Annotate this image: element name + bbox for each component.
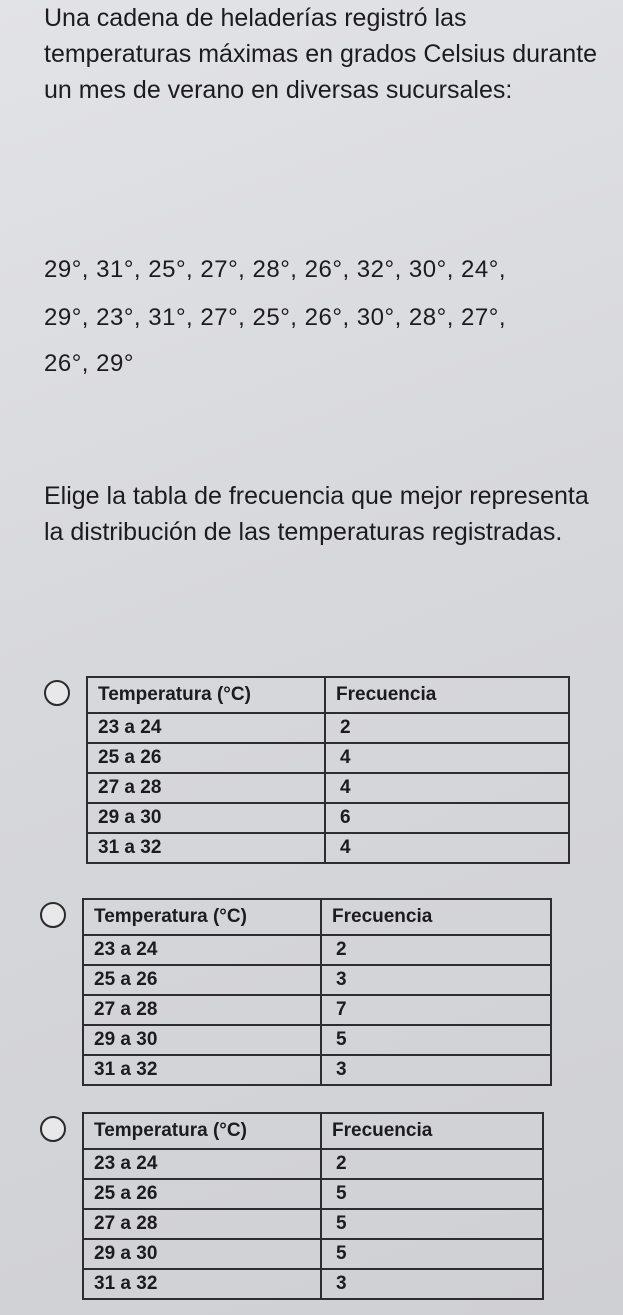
question-prompt: Elige la tabla de frecuencia que mejor representa la distribución de las temperaturas registradas. xyxy=(44,482,589,546)
frequency-cell: 2 xyxy=(321,1149,543,1179)
frequency-cell: 5 xyxy=(321,1239,543,1269)
temperature-range-cell: 31 a 32 xyxy=(83,1269,321,1299)
table-row xyxy=(83,1209,543,1239)
frequency-cell: 3 xyxy=(321,965,551,995)
table-row xyxy=(83,1025,551,1055)
temperature-range-cell: 27 a 28 xyxy=(83,995,321,1025)
temperature-range-cell: 23 a 24 xyxy=(83,1149,321,1179)
table-row xyxy=(83,1239,543,1269)
frequency-table xyxy=(82,1112,544,1300)
table-row xyxy=(87,803,569,833)
frequency-table xyxy=(82,898,552,1086)
table-row xyxy=(87,773,569,803)
temperature-range-cell: 29 a 30 xyxy=(83,1239,321,1269)
table-row xyxy=(83,1149,543,1179)
frequency-cell: 2 xyxy=(325,713,569,743)
frequency-cell: 6 xyxy=(325,803,569,833)
frequency-cell: 4 xyxy=(325,833,569,863)
frequency-cell: 5 xyxy=(321,1025,551,1055)
temperature-data-line: 29°, 31°, 25°, 27°, 28°, 26°, 32°, 30°, 24°, xyxy=(44,256,506,283)
frequency-cell: 4 xyxy=(325,743,569,773)
temperature-range-cell: 25 a 26 xyxy=(87,743,325,773)
frequency-cell: 3 xyxy=(321,1269,543,1299)
column-header-frequency: Frecuencia xyxy=(321,1113,543,1149)
table-header-row xyxy=(87,677,569,713)
problem-statement: Una cadena de heladerías registró las temperaturas máximas en grados Celsius durante un mes de verano en diversas sucursales: xyxy=(44,4,598,104)
temperature-range-cell: 25 a 26 xyxy=(83,1179,321,1209)
table-row xyxy=(87,833,569,863)
radio-button-option-a[interactable] xyxy=(44,680,70,706)
table-header-row xyxy=(83,899,551,935)
frequency-cell: 7 xyxy=(321,995,551,1025)
temperature-range-cell: 23 a 24 xyxy=(87,713,325,743)
temperature-range-cell: 29 a 30 xyxy=(83,1025,321,1055)
column-header-temperature: Temperatura (°C) xyxy=(87,677,325,713)
table-row xyxy=(83,995,551,1025)
table-row xyxy=(87,713,569,743)
answer-option-a[interactable] xyxy=(44,676,570,864)
temperature-range-cell: 29 a 30 xyxy=(87,803,325,833)
temperature-data-line: 29°, 23°, 31°, 27°, 25°, 26°, 30°, 28°, 27°, xyxy=(44,304,506,331)
column-header-frequency: Frecuencia xyxy=(321,899,551,935)
frequency-table xyxy=(86,676,570,864)
temperature-range-cell: 25 a 26 xyxy=(83,965,321,995)
table-row xyxy=(83,1269,543,1299)
table-row xyxy=(83,965,551,995)
column-header-temperature: Temperatura (°C) xyxy=(83,1113,321,1149)
frequency-cell: 5 xyxy=(321,1209,543,1239)
frequency-cell: 2 xyxy=(321,935,551,965)
answer-option-c[interactable] xyxy=(40,1112,544,1300)
frequency-cell: 5 xyxy=(321,1179,543,1209)
table-header-row xyxy=(83,1113,543,1149)
temperature-range-cell: 27 a 28 xyxy=(83,1209,321,1239)
column-header-frequency: Frecuencia xyxy=(325,677,569,713)
radio-button-option-c[interactable] xyxy=(40,1116,66,1142)
frequency-cell: 3 xyxy=(321,1055,551,1085)
temperature-data-line: 26°, 29° xyxy=(44,350,134,377)
temperature-range-cell: 27 a 28 xyxy=(87,773,325,803)
column-header-temperature: Temperatura (°C) xyxy=(83,899,321,935)
temperature-range-cell: 23 a 24 xyxy=(83,935,321,965)
table-row xyxy=(83,1055,551,1085)
temperature-range-cell: 31 a 32 xyxy=(83,1055,321,1085)
radio-button-option-b[interactable] xyxy=(40,902,66,928)
answer-option-b[interactable] xyxy=(40,898,552,1086)
frequency-cell: 4 xyxy=(325,773,569,803)
table-row xyxy=(83,1179,543,1209)
table-row xyxy=(83,935,551,965)
temperature-range-cell: 31 a 32 xyxy=(87,833,325,863)
table-row xyxy=(87,743,569,773)
